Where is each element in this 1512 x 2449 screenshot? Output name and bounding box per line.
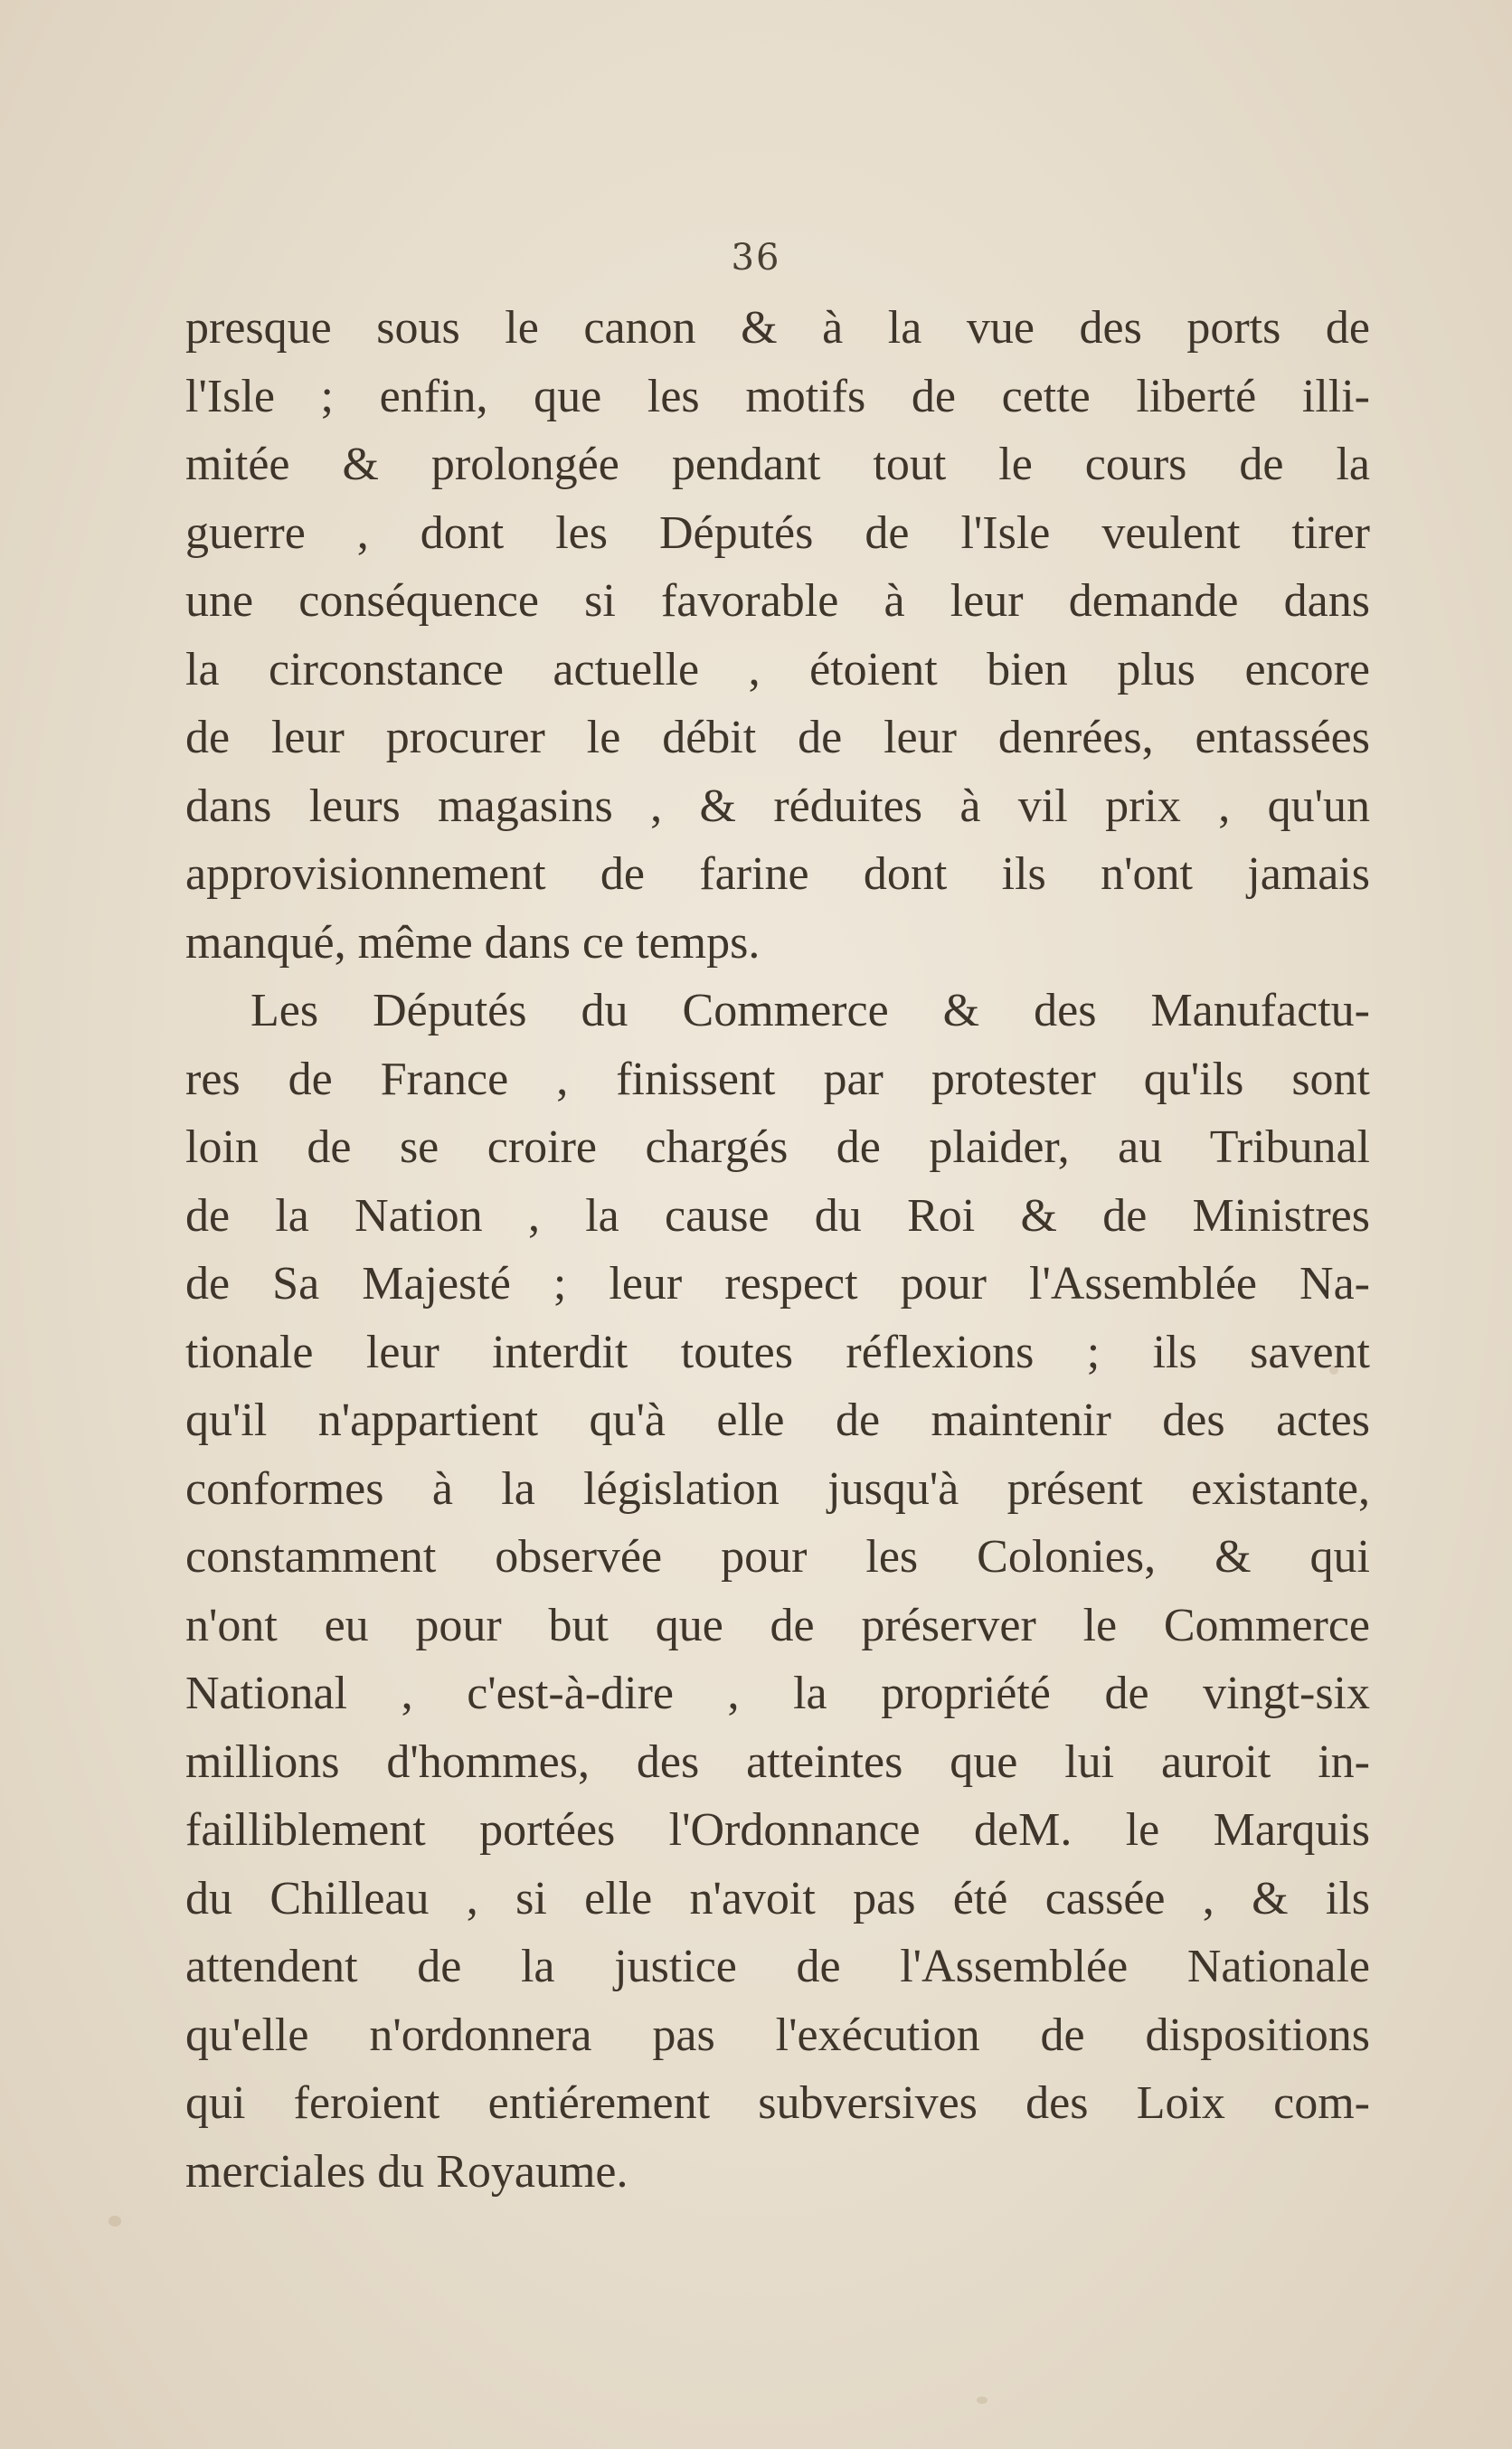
text-line: une conséquence si favorable à leur demande dans (185, 575, 1370, 627)
paper-stain (977, 2397, 988, 2404)
paragraph (185, 294, 1370, 977)
text-line: qu'il n'appartient qu'à elle de maintenir des actes (185, 1395, 1370, 1446)
text-line: conformes à la législation jusqu'à présent existante, (185, 1462, 1370, 1515)
paper-stain (109, 2216, 121, 2227)
text-line: National , c'est-à-dire , la propriété de vingt-six (185, 1668, 1370, 1719)
text-line: mitée & prolongée pendant tout le cours de la (185, 439, 1370, 490)
text-line: presque sous le canon & à la vue des ports de (185, 302, 1370, 354)
text-line: millions d'hommes, des atteintes que lui auroit in- (185, 1735, 1370, 1788)
page-number: 36 (731, 237, 781, 279)
text-line: Les Députés du Commerce & des Manufactu- (250, 985, 1370, 1036)
paragraph (185, 977, 1370, 2206)
text-line: manqué, même dans ce temps. (185, 916, 761, 969)
text-line: n'ont eu pour but que de préserver le Commerce (185, 1599, 1370, 1651)
text-line: res de France , finissent par protester qu'ils sont (185, 1053, 1370, 1105)
text-line: loin de se croire chargés de plaider, au Tribunal (185, 1121, 1370, 1173)
text-line: tionale leur interdit toutes réflexions ; ils savent (185, 1326, 1370, 1378)
text-line: du Chilleau , si elle n'avoit pas été cassée , & ils (185, 1872, 1370, 1924)
text-line: failliblement portées l'Ordonnance deM. le Marquis (185, 1804, 1370, 1856)
text-line: l'Isle ; enfin, que les motifs de cette liberté illi- (185, 370, 1370, 422)
text-line: la circonstance actuelle , étoient bien plus encore (185, 643, 1370, 695)
text-line: de la Nation , la cause du Roi & de Ministres (185, 1189, 1370, 1242)
text-line: merciales du Royaume. (185, 2145, 628, 2198)
text-line: de leur procurer le débit de leur denrées, entassées (185, 712, 1370, 763)
text-line: qu'elle n'ordonnera pas l'exécution de dispositions (185, 2009, 1370, 2061)
text-line: approvisionnement de farine dont ils n'ont jamais (185, 848, 1370, 900)
text-line: attendent de la justice de l'Assemblée Nationale (185, 1941, 1370, 1992)
text-line: dans leurs magasins , & réduites à vil prix , qu'un (185, 780, 1370, 832)
text-line: constamment observée pour les Colonies, & qui (185, 1531, 1370, 1583)
text-line: qui feroient entiérement subversives des Loix com- (185, 2077, 1370, 2129)
text-line: de Sa Majesté ; leur respect pour l'Assemblée Na- (185, 1258, 1370, 1310)
body-text (185, 294, 1370, 2206)
text-line: guerre , dont les Députés de l'Isle veulent tirer (185, 506, 1370, 559)
